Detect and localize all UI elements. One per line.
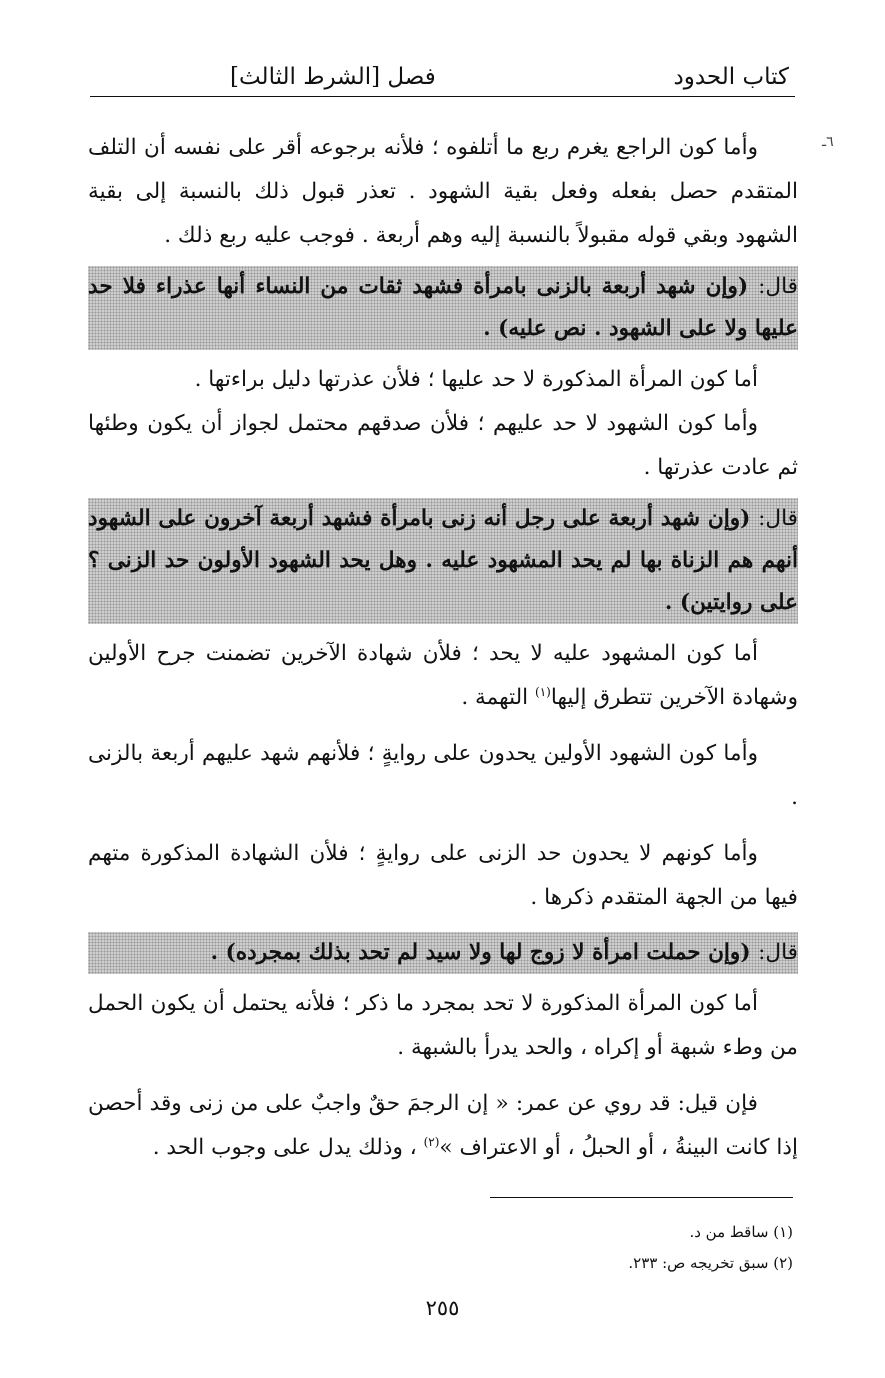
paragraph-text: فإن قيل: قد روي عن عمر: « إن الرجمَ حقٌ واجبٌ على من زنى وقد أحصن إذا كانت البينةُ ، أو الحبلُ ، أو الاعتراف »: [88, 1091, 798, 1160]
paragraph-text: وأما كون الراجع يغرم ربع ما أتلفوه ؛ فلأنه برجوعه أقر على نفسه أن التلف المتقدم حصل بفعله وفعل بقية الشهود . تعذر قبول ذلك بالنسبة إلى بقية الشهود وبقي قوله مقبولاً بالنسبة إليه وهم أربعة . فوجب عليه ربع ذلك .: [88, 135, 798, 248]
paragraph: [88, 732, 798, 820]
chapter-title: فصل [الشرط الثالث]: [230, 64, 436, 90]
footnote-ref: (٢): [423, 1134, 440, 1149]
paragraph-text: وأما كون الشهود لا حد عليهم ؛ فلأن صدقهم محتمل لجواز أن يكون وطئها ثم عادت عذرتها .: [88, 411, 798, 480]
margin-mark: ٦ـ: [822, 134, 834, 150]
paragraph: [88, 832, 798, 920]
paragraph: [88, 358, 798, 402]
qal-label: قال:: [758, 506, 798, 531]
paragraph-text: وأما كونهم لا يحدون حد الزنى على روايةٍ ؛ فلأن الشهادة المذكورة متهم فيها من الجهة المتقدم ذكرها .: [88, 841, 798, 910]
footnote-divider: [490, 1197, 793, 1198]
paragraph-text: وأما كون الشهود الأولين يحدون على روايةٍ ؛ فلأنهم شهد عليهم أربعة بالزنى .: [88, 741, 798, 810]
paragraph: [88, 632, 798, 720]
paragraph-text: التهمة .: [461, 685, 536, 710]
running-header: [90, 50, 795, 97]
qal-label: قال:: [758, 274, 798, 299]
page-body: [88, 126, 798, 1182]
paragraph: [88, 1082, 798, 1170]
paragraph-text: أما كون المشهود عليه لا يحد ؛ فلأن شهادة الآخرين تضمنت جرح الأولين وشهادة الآخرين تتطرق إليها: [88, 641, 798, 710]
footnote: (١) ساقط من د.: [689, 1223, 793, 1241]
page-number: ٢٥٥: [425, 1296, 460, 1320]
paragraph-text: أما كون المرأة المذكورة لا حد عليها ؛ فلأن عذرتها دليل براءتها .: [194, 367, 758, 392]
paragraph-text: ، وذلك يدل على وجوب الحد .: [152, 1135, 424, 1160]
paragraph: [88, 982, 798, 1070]
footnote-ref: (١): [535, 684, 551, 699]
qal-label: قال:: [758, 940, 798, 965]
book-title: كتاب الحدود: [673, 64, 789, 90]
matn-highlight: [88, 266, 798, 350]
footnote: (٢) سبق تخريجه ص: ٢٣٣.: [628, 1254, 793, 1272]
matn-highlight: [88, 932, 798, 974]
matn-text: (وإن شهد أربعة على رجل أنه زنى بامرأة فشهد أربعة آخرون على الشهود أنهم هم الزناة بها لم يحد المشهود عليه . وهل يحد الشهود الأولون حد الزنى ؟ على روايتين) .: [88, 506, 798, 615]
matn-text: (وإن حملت امرأة لا زوج لها ولا سيد لم تحد بذلك بمجرده) .: [210, 940, 751, 965]
matn-text: (وإن شهد أربعة بالزنى بامرأة فشهد ثقات من النساء أنها عذراء فلا حد عليها ولا على الشهود . نص عليه) .: [88, 274, 798, 341]
paragraph-text: أما كون المرأة المذكورة لا تحد بمجرد ما ذكر ؛ فلأنه يحتمل أن يكون الحمل من وطء شبهة أو إكراه ، والحد يدرأ بالشبهة .: [88, 991, 798, 1060]
paragraph: [88, 126, 798, 258]
paragraph: [88, 402, 798, 490]
matn-highlight: [88, 498, 798, 624]
